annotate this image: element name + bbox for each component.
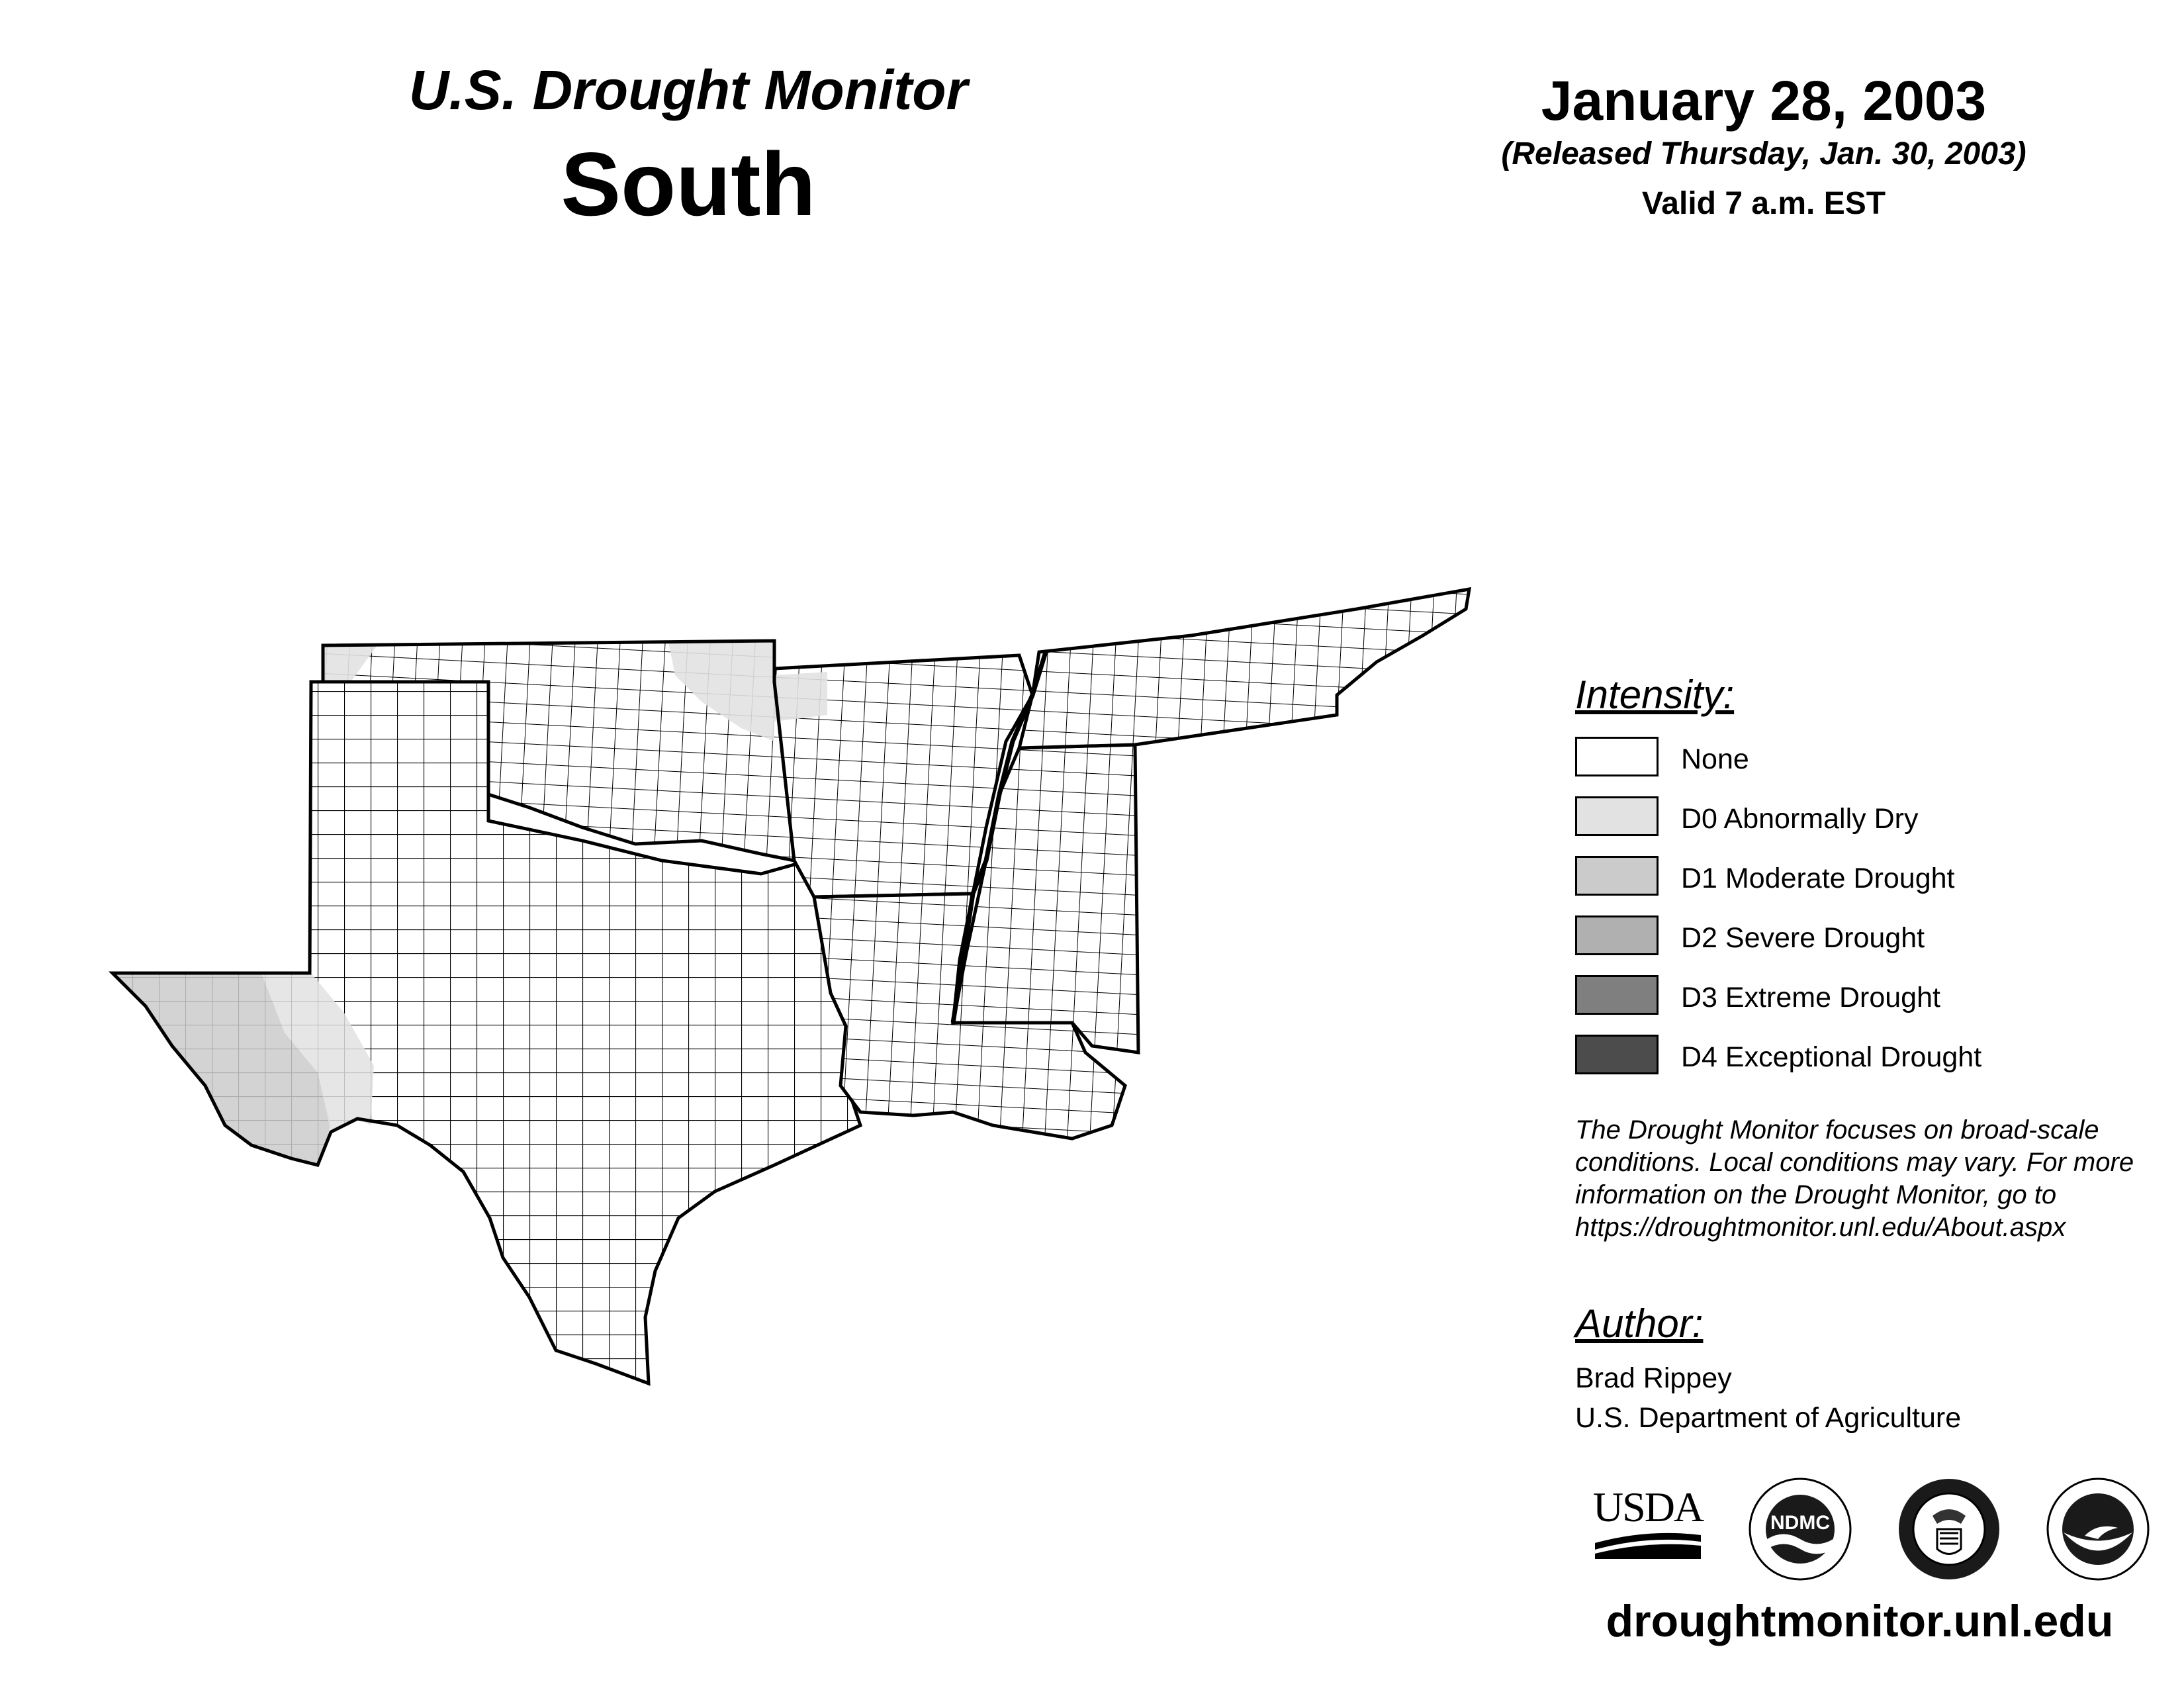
map-title: U.S. Drought Monitor xyxy=(408,59,968,121)
legend-swatch xyxy=(1575,915,1659,955)
doc-seal xyxy=(1896,1476,2002,1582)
map-date: January 28, 2003 xyxy=(1541,70,1987,132)
svg-text:NDMC: NDMC xyxy=(1770,1512,1830,1534)
legend-title: Intensity: xyxy=(1575,673,1735,717)
legend-label: D4 Exceptional Drought xyxy=(1681,1041,1982,1073)
legend-swatch xyxy=(1575,856,1659,896)
legend-label: D2 Severe Drought xyxy=(1681,922,1925,954)
legend-label: D3 Extreme Drought xyxy=(1681,982,1940,1013)
website-url[interactable]: droughtmonitor.unl.edu xyxy=(1606,1596,2114,1646)
legend-swatch xyxy=(1575,796,1659,836)
valid-time: Valid 7 a.m. EST xyxy=(1641,186,1886,221)
author-organization: U.S. Department of Agriculture xyxy=(1575,1402,1962,1434)
author-name: Brad Rippey xyxy=(1575,1362,1732,1394)
usda-logo: USDA xyxy=(1592,1486,1704,1566)
ndmc-logo xyxy=(1747,1476,1853,1582)
author-title: Author: xyxy=(1575,1301,1704,1346)
legend-label: D1 Moderate Drought xyxy=(1681,863,1955,894)
state-tennessee xyxy=(1019,589,1469,748)
legend-label: D0 Abnormally Dry xyxy=(1681,803,1919,835)
release-date: (Released Thursday, Jan. 30, 2003) xyxy=(1501,136,2026,171)
drought-map xyxy=(99,569,1489,1397)
legend-swatch xyxy=(1575,737,1659,776)
noaa-logo xyxy=(2045,1476,2151,1582)
region-title: South xyxy=(561,134,816,234)
d0-area-nw-arkansas xyxy=(774,672,827,722)
disclaimer-note: The Drought Monitor focuses on broad-scale conditions. Local conditions may vary. For more information on the Drought Monitor, go to https://droughtmonitor.unl.edu/About.aspx xyxy=(1575,1115,2134,1242)
legend-swatch xyxy=(1575,1035,1659,1074)
legend-label: None xyxy=(1681,743,1749,775)
legend-swatch xyxy=(1575,975,1659,1015)
